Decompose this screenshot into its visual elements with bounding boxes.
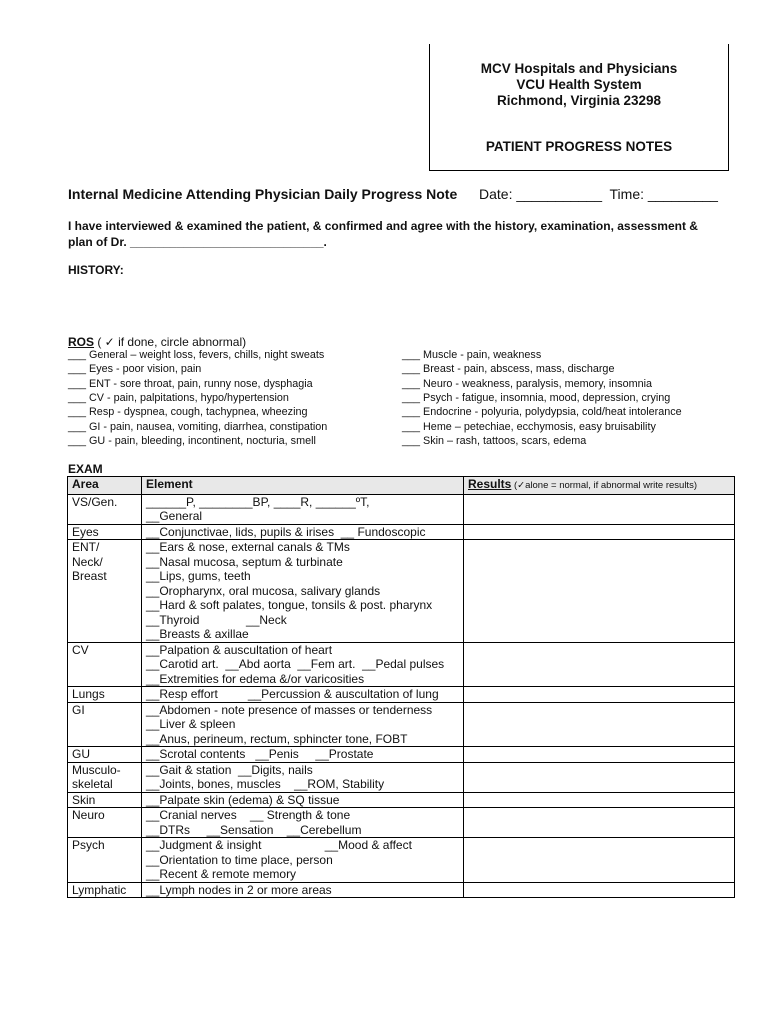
exam-results-cell[interactable] <box>464 494 735 524</box>
exam-results-cell[interactable] <box>464 838 735 883</box>
exam-row <box>68 838 735 883</box>
exam-table <box>67 476 735 898</box>
exam-area-cell <box>68 494 142 524</box>
exam-results-cell[interactable] <box>464 762 735 792</box>
exam-element-text: __Palpate skin (edema) & SQ tissue <box>146 792 340 807</box>
exam-row <box>68 747 735 763</box>
ros-item: ___ ENT - sore throat, pain, runny nose, dysphagia <box>68 377 313 390</box>
exam-area-text: Musculo- <box>72 762 121 777</box>
exam-area-cell <box>68 702 142 747</box>
institution-name: MCV Hospitals and Physicians <box>480 61 678 76</box>
exam-results-cell[interactable] <box>464 642 735 687</box>
results-header-note: (✓alone = normal, if abnormal write results) <box>511 480 697 491</box>
exam-row <box>68 882 735 898</box>
results-column-header <box>464 477 735 495</box>
form-title: Internal Medicine Attending Physician Daily Progress Note <box>68 186 458 202</box>
ros-item: ___ Heme – petechiae, ecchymosis, easy bruisability <box>402 420 656 433</box>
exam-results-cell[interactable] <box>464 540 735 643</box>
institution-header-box <box>429 44 729 171</box>
ros-item: ___ Psych - fatigue, insomnia, mood, depression, crying <box>402 391 671 404</box>
exam-element-text: __Oropharynx, oral mucosa, salivary glands <box>146 583 381 598</box>
exam-label: EXAM <box>68 462 103 476</box>
ros-item: ___ Endocrine - polyuria, polydypsia, cold/heat intolerance <box>402 406 682 419</box>
exam-results-cell[interactable] <box>464 747 735 763</box>
exam-area-text: Lymphatic <box>72 882 127 897</box>
area-column-header: Area <box>68 477 142 495</box>
exam-row <box>68 540 735 643</box>
exam-element-text: __Liver & spleen <box>146 717 236 731</box>
exam-area-text: Lungs <box>72 687 105 701</box>
exam-element-cell <box>142 792 464 808</box>
exam-area-cell <box>68 808 142 838</box>
exam-row <box>68 494 735 524</box>
exam-element-text: ______P, ________BP, ____R, ______ºT, <box>146 494 370 509</box>
exam-area-text: VS/Gen. <box>72 494 118 509</box>
history-label: HISTORY: <box>68 263 124 277</box>
exam-element-text: __Recent & remote memory <box>146 867 297 881</box>
exam-element-text: __Thyroid __Neck <box>146 612 287 627</box>
exam-table-body <box>68 494 735 898</box>
exam-area-text: GU <box>72 747 90 761</box>
exam-row <box>68 524 735 540</box>
exam-element-cell <box>142 702 464 747</box>
ros-item: ___ Skin – rash, tattoos, scars, edema <box>402 434 587 447</box>
exam-row <box>68 687 735 703</box>
exam-element-cell <box>142 540 464 643</box>
ros-item: ___ General – weight loss, fevers, chills, night sweats <box>68 349 325 361</box>
date-time-field: Date: ___________ Time: _________ <box>479 186 718 202</box>
exam-area-cell <box>68 762 142 792</box>
exam-results-cell[interactable] <box>464 524 735 540</box>
exam-area-cell <box>68 882 142 898</box>
exam-row <box>68 702 735 747</box>
exam-element-cell <box>142 762 464 792</box>
exam-element-text: __General <box>146 509 203 523</box>
ros-item: ___ Resp - dyspnea, cough, tachypnea, wheezing <box>68 406 308 419</box>
exam-area-text: Neuro <box>72 808 105 822</box>
ros-item: ___ GU - pain, bleeding, incontinent, nocturia, smell <box>68 434 316 447</box>
exam-element-text: __Gait & station __Digits, nails <box>146 762 313 777</box>
exam-element-cell <box>142 882 464 898</box>
ros-item: ___ Breast - pain, abscess, mass, discharge <box>402 363 615 376</box>
exam-element-text: __Conjunctivae, lids, pupils & irises __ Fundoscopic <box>146 524 426 539</box>
exam-element-text: __Scrotal contents __Penis __Prostate <box>146 747 374 761</box>
exam-element-text: __Cranial nerves __ Strength & tone <box>146 808 351 822</box>
exam-element-cell <box>142 808 464 838</box>
exam-element-text: __Ears & nose, external canals & TMs <box>146 540 350 554</box>
exam-area-cell <box>68 687 142 703</box>
exam-element-text: __Breasts & axillae <box>146 627 249 641</box>
ros-heading <box>68 335 246 349</box>
exam-area-text: CV <box>72 642 89 657</box>
exam-results-cell[interactable] <box>464 702 735 747</box>
exam-row <box>68 792 735 808</box>
exam-results-cell[interactable] <box>464 808 735 838</box>
exam-element-cell <box>142 687 464 703</box>
exam-element-cell <box>142 494 464 524</box>
exam-element-text: __Nasal mucosa, septum & turbinate <box>146 554 343 569</box>
exam-area-text: GI <box>72 702 85 717</box>
ros-item: ___ Eyes - poor vision, pain <box>68 363 202 376</box>
exam-element-cell <box>142 642 464 687</box>
exam-element-text: __DTRs __Sensation __Cerebellum <box>146 822 362 837</box>
exam-element-text: __Palpation & auscultation of heart <box>146 642 333 657</box>
ros-item: ___ CV - pain, palpitations, hypo/hypertension <box>68 391 289 404</box>
exam-area-text: Breast <box>72 569 107 583</box>
exam-area-text: Psych <box>72 838 105 852</box>
exam-area-cell <box>68 747 142 763</box>
exam-element-cell <box>142 838 464 883</box>
exam-area-text: ENT/ <box>72 540 100 554</box>
ros-label: ROS <box>68 335 95 349</box>
exam-area-cell <box>68 642 142 687</box>
attestation-statement: I have interviewed & examined the patient, & confirmed and agree with the history, examination, assessment & plan of Dr. _____________________________. <box>68 219 698 249</box>
exam-results-cell[interactable] <box>464 792 735 808</box>
exam-row <box>68 642 735 687</box>
element-column-header: Element <box>142 477 464 495</box>
exam-element-text: __Orientation to time place, person <box>146 852 333 867</box>
ros-item: ___ Muscle - pain, weakness <box>402 349 542 361</box>
exam-results-cell[interactable] <box>464 882 735 898</box>
exam-area-text: skeletal <box>72 777 113 791</box>
exam-element-text: __Extremities for edema &/or varicosities <box>146 671 365 686</box>
exam-row <box>68 762 735 792</box>
exam-element-text: __Abdomen - note presence of masses or tenderness <box>146 702 433 717</box>
exam-area-text: Eyes <box>72 524 99 539</box>
exam-area-cell <box>68 838 142 883</box>
exam-element-text: __Joints, bones, muscles __ROM, Stability <box>146 777 385 791</box>
ros-item: ___ Neuro - weakness, paralysis, memory, insomnia <box>402 377 653 390</box>
exam-area-cell <box>68 524 142 540</box>
exam-area-cell <box>68 792 142 808</box>
exam-element-cell <box>142 524 464 540</box>
exam-element-text: __Anus, perineum, rectum, sphincter tone, FOBT <box>146 731 408 746</box>
ros-instruction: ( ✓ if done, circle abnormal) <box>94 335 247 349</box>
exam-element-text: __Hard & soft palates, tongue, tonsils & post. pharynx <box>146 598 433 612</box>
exam-element-text: __Resp effort __Percussion & auscultation of lung <box>146 687 439 701</box>
institution-address: Richmond, Virginia 23298 <box>496 93 662 108</box>
exam-element-text: __Carotid art. __Abd aorta __Fem art. __Pedal pulses <box>146 657 445 671</box>
exam-area-cell <box>68 540 142 643</box>
exam-row <box>68 808 735 838</box>
exam-header-row <box>68 477 735 495</box>
exam-element-text: __Lymph nodes in 2 or more areas <box>146 882 332 897</box>
exam-results-cell[interactable] <box>464 687 735 703</box>
exam-area-text: Neck/ <box>72 554 103 569</box>
exam-area-text: Skin <box>72 792 96 807</box>
results-header-label: Results <box>468 477 512 491</box>
document-type: PATIENT PROGRESS NOTES <box>485 139 673 154</box>
exam-element-cell <box>142 747 464 763</box>
exam-element-text: __Judgment & insight __Mood & affect <box>146 838 412 852</box>
ros-item: ___ GI - pain, nausea, vomiting, diarrhea, constipation <box>68 420 328 433</box>
health-system-name: VCU Health System <box>516 77 642 92</box>
exam-element-text: __Lips, gums, teeth <box>146 569 251 583</box>
